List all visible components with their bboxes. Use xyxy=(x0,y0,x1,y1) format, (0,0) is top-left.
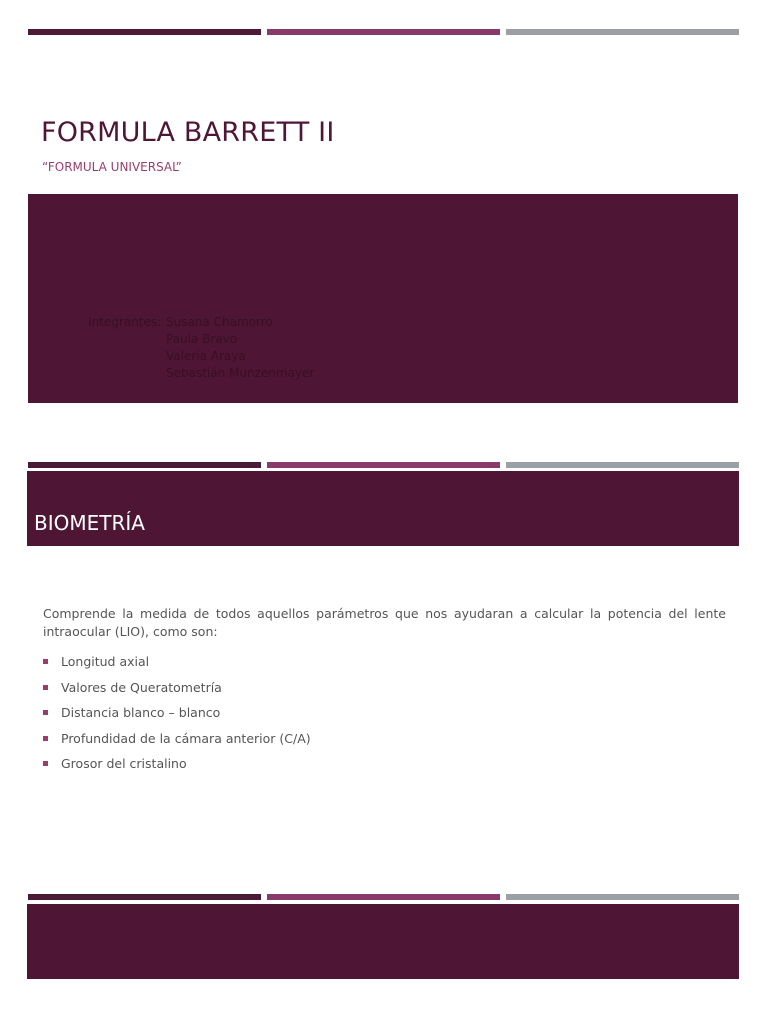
header-stripe-gray xyxy=(506,894,739,900)
header-stripe-accent xyxy=(267,462,500,468)
square-bullet-icon xyxy=(43,761,48,766)
square-bullet-icon xyxy=(43,659,48,664)
slide-subtitle: “FORMULA UNIVERSAL” xyxy=(42,160,182,174)
header-stripe-gray xyxy=(506,29,739,35)
list-item xyxy=(43,700,311,726)
member-name: Valeria Araya xyxy=(166,349,246,363)
square-bullet-icon xyxy=(43,710,48,715)
list-item-text: Valores de Queratometría xyxy=(61,679,222,695)
members-list xyxy=(166,314,314,382)
list-item xyxy=(43,751,311,777)
member-name: Paula Bravo xyxy=(166,332,238,346)
section-heading: BIOMETRÍA xyxy=(34,511,145,535)
header-stripe-accent xyxy=(267,29,500,35)
member-name: Sebastián Munzenmayer xyxy=(166,366,315,380)
parameter-list xyxy=(43,649,311,777)
list-item xyxy=(43,675,311,701)
list-item-text: Grosor del cristalino xyxy=(61,756,187,772)
members-block xyxy=(88,314,314,382)
square-bullet-icon xyxy=(43,685,48,690)
square-bullet-icon xyxy=(43,736,48,741)
list-item xyxy=(43,726,311,752)
slide-title: FORMULA BARRETT II xyxy=(41,117,335,148)
members-label: Integrantes: xyxy=(88,315,162,329)
list-item xyxy=(43,649,311,675)
header-stripe-gray xyxy=(506,462,739,468)
header-stripe-dark xyxy=(28,29,261,35)
list-item-text: Longitud axial xyxy=(61,654,150,670)
intro-paragraph: Comprende la medida de todos aquellos parámetros que nos ayudaran a calcular la potencia del lente intraocular (LIO), como son: xyxy=(43,606,726,639)
header-stripe-dark xyxy=(28,462,261,468)
header-stripe-accent xyxy=(267,894,500,900)
header-stripe-dark xyxy=(28,894,261,900)
member-name: Susana Chamorro xyxy=(166,315,273,329)
list-item-text: Profundidad de la cámara anterior (C/A) xyxy=(61,730,311,746)
section-header-band xyxy=(27,904,739,979)
list-item-text: Distancia blanco – blanco xyxy=(61,705,221,721)
